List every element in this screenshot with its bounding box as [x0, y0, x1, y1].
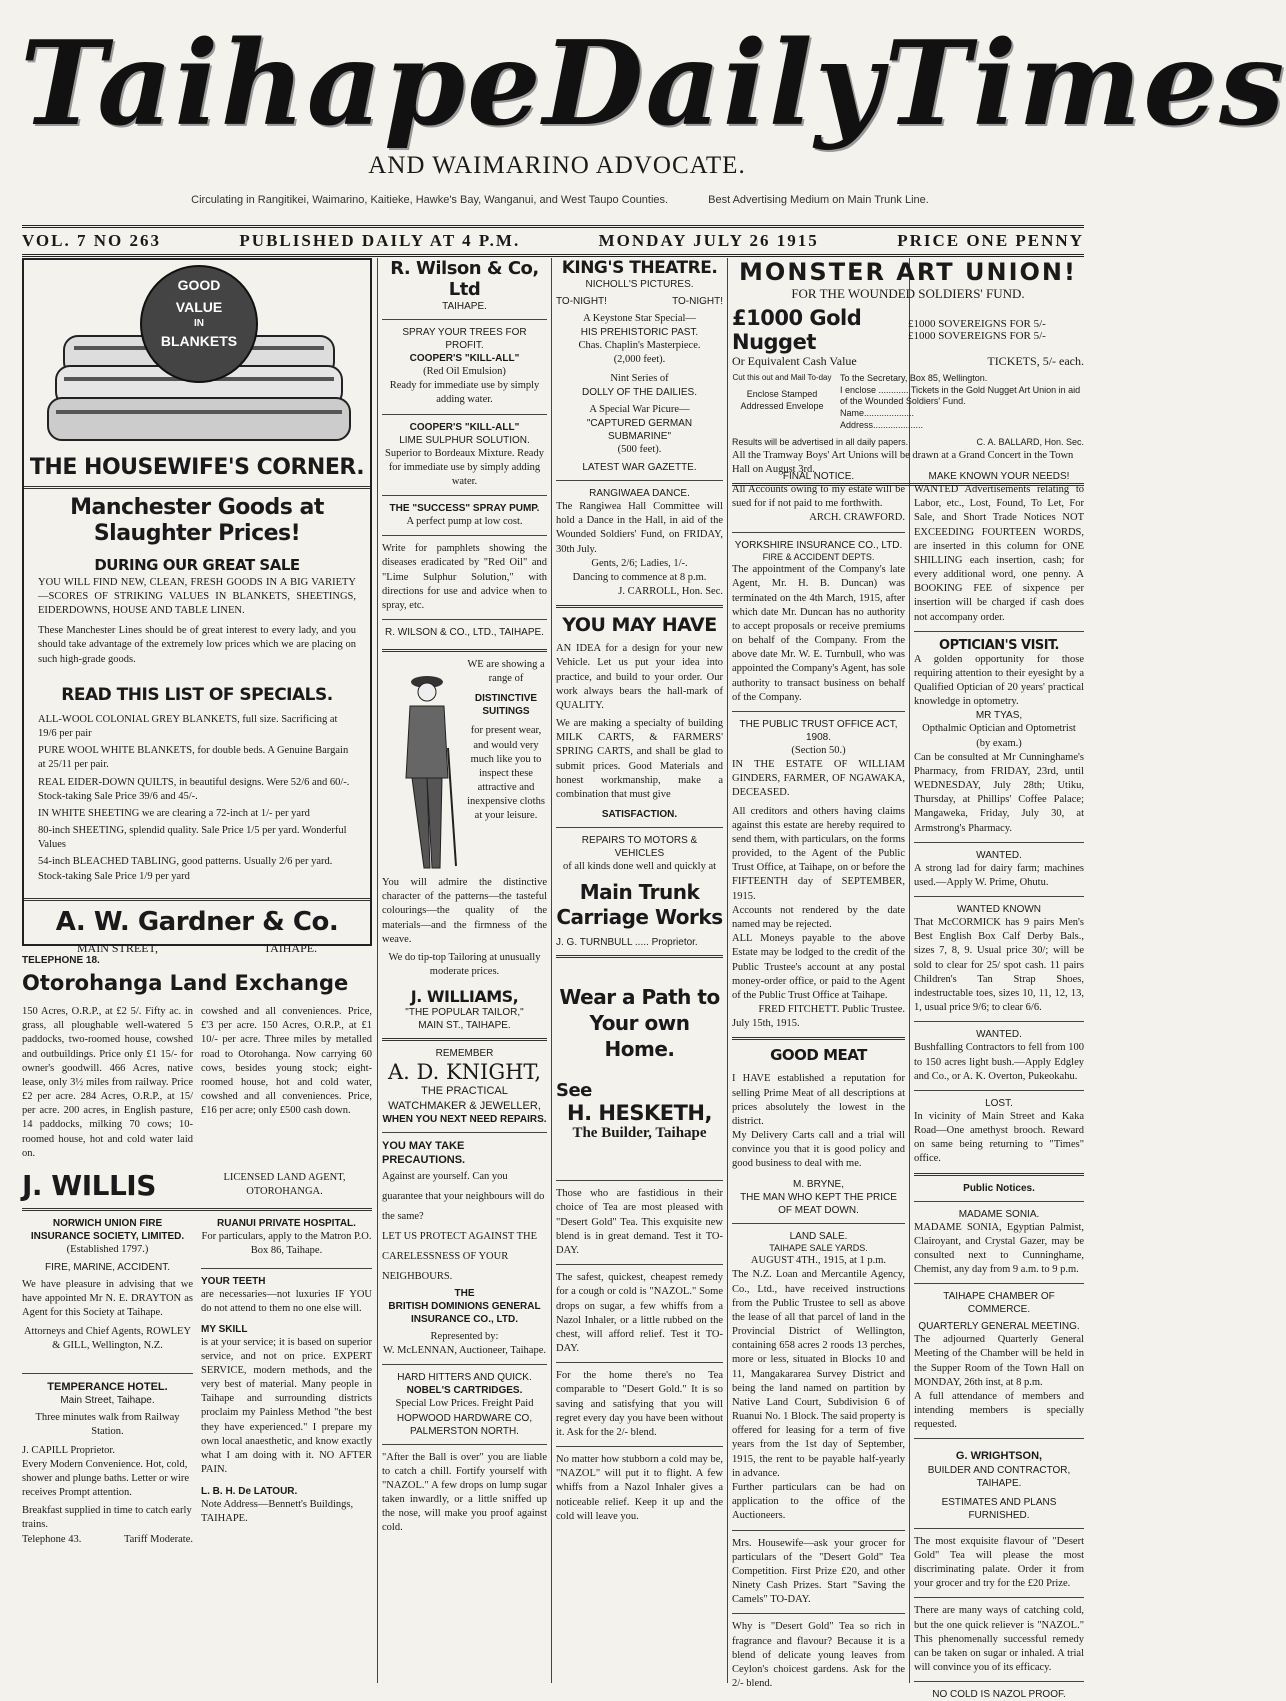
address-street: MAIN STREET,	[76, 940, 158, 955]
captured-text: "CAPTURED GERMAN SUBMARINE"	[586, 417, 693, 442]
dance-text: The Rangiwea Hall Committee will hold a Dance in the Hall, in aid of the Wounded Soldiers' Fund, on FRIDAY, 30th July.	[556, 501, 723, 555]
list-item: 54-inch BLEACHED TABLING, good patterns. Usually 2/6 per yard. Stock-taking Sale Price 1/9 per yard	[38, 856, 333, 882]
nobels-price: Special Low Prices. Freight Paid	[395, 1398, 534, 1410]
repairs-text: WHEN YOU NEXT NEED REPAIRS.	[382, 1113, 547, 1125]
suit-intro: WE are showing a range of	[467, 659, 545, 685]
circulation-line	[40, 194, 1080, 206]
prehistoric-text: HIS PREHISTORIC PAST.	[580, 327, 699, 339]
final-notice-text: All Accounts owing to my estate will be sued for if not paid to me forthwith.	[732, 484, 905, 510]
column-3	[556, 258, 723, 1683]
coopers-heading: COOPER'S "KILL-ALL"	[409, 353, 520, 364]
address-town: TAIHAPE.	[263, 940, 318, 955]
estate-text: IN THE ESTATE OF WILLIAM GINDERS, FARMER, OF NGAWAKA, DECEASED.	[732, 759, 905, 799]
lower-right-adverts	[201, 1217, 372, 1547]
sovereigns-block	[908, 318, 1084, 342]
moneys-text: ALL Moneys payable to the above Estate may be lodged to the credit of the Public Trustee's account at any postal money-order office, or paid to the Agent of the Public Trust Office at Taihape.	[732, 933, 905, 1001]
sale-text: YOU WILL FIND NEW, CLEAN, FRESH GOODS IN A BIG VARIETY—SCORES OF STRIKING VALUES IN BLANKETS, SHEETINGS, EIDERDOWNS, HOUSE AND TABLE LINEN.	[38, 576, 356, 617]
coopers-text: Ready for immediate use by simply adding water.	[389, 380, 540, 406]
coopers-heading-2: COOPER'S "KILL-ALL"	[409, 421, 520, 433]
lower-left-adverts	[22, 1217, 193, 1547]
teeth-heading: YOUR TEETH	[201, 1276, 266, 1288]
dolly-text: DOLLY OF THE DAILIES.	[581, 386, 698, 398]
specials-list	[24, 713, 370, 884]
land-sale-heading: LAND SALE.	[789, 1230, 848, 1242]
land-listing-right: cowshed and all conveniences. Price, £'3 per acre. 150 Acres, O.R.P., at £1 10/- per acre. Three miles by metalled road to Otorohanga. Now carrying 60 cows, besides young stock; eight-roomed house, hot and cold water, cowshed and all conveniences. Price, £16 per acre; only £500 cash down.	[201, 1006, 372, 1117]
masthead	[0, 0, 1286, 225]
land-listings	[22, 1005, 372, 1161]
lower-adverts	[22, 1217, 372, 1547]
precaution-text: Against are yourself. Can you guarantee that your neighbours will do the same?	[382, 1171, 545, 1223]
nazol-proof-text: NO COLD IS NAZOL PROOF.	[932, 1689, 1066, 1701]
blanket-illustration	[34, 266, 360, 451]
turnbull-text: J. G. TURNBULL ..... Proprietor.	[556, 937, 698, 949]
sonia-heading: MADAME SONIA.	[958, 1208, 1040, 1220]
wounded-text: FOR THE WOUNDED SOLDIERS' FUND.	[791, 286, 1025, 301]
attendance-text: A full attendance of members and intending members is specially requested.	[914, 1390, 1084, 1431]
title-word-1: Taihape	[20, 16, 543, 152]
chaplin-text: Chas. Chaplin's Masterpiece.	[578, 340, 701, 352]
bryne-sub: THE MAN WHO KEPT THE PRICE OF MEAT DOWN.	[740, 1191, 897, 1216]
suit-text: for present wear, and would very much like you to inspect these attractive and inexpensive cloths at your leisure.	[467, 725, 545, 822]
estimates-text: ESTIMATES AND PLANS FURNISHED.	[941, 1496, 1057, 1521]
licensed-agent: LICENSED LAND AGENT, OTOROHANGA.	[223, 1172, 346, 1198]
tonight-row	[556, 295, 723, 308]
quarterly-heading: QUARTERLY GENERAL MEETING.	[918, 1321, 1080, 1333]
british-heading: BRITISH DOMINIONS GENERAL INSURANCE CO., LTD.	[388, 1301, 541, 1326]
coupon	[732, 373, 1084, 431]
rangiwaea-heading: RANGIWAEA DANCE.	[589, 488, 690, 500]
fitchett-sign: FRED FITCHETT. Public Trustee.	[758, 1004, 905, 1016]
enclose-text: I enclose ............ Tickets in the Gold Nugget Art Union in aid of the Wounded Soldiers' Fund.	[840, 384, 1081, 407]
sovereigns-line: £1000 SOVEREIGNS FOR 5/-	[908, 318, 1046, 330]
lime-text: Superior to Bordeaux Mixture. Ready for immediate use by simply adding water.	[385, 447, 544, 487]
manchester-heading: Manchester Goods at Slaughter Prices!	[70, 495, 324, 547]
tyas-sub: Opthalmic Optician and Optometrist (by exam.)	[922, 723, 1076, 749]
safest-text: The safest, quickest, cheapest remedy for a cough or cold is "NAZOL." Some drops on sugar, a few whiffs from a Nazol Inhaler, or a little rubbed on the chest, will afford relief. Test it TO-DAY.	[556, 1272, 723, 1355]
represented-text: Represented by:	[430, 1331, 499, 1343]
meat-text-2: My Delivery Carts call and a trial will convince you that it is good policy and good business to deal with me.	[732, 1130, 905, 1170]
section-text: (Section 50.)	[791, 744, 846, 756]
success-text: A perfect pump at low cost.	[406, 516, 523, 528]
land-sale-text: The N.Z. Loan and Mercantile Agency, Co., Ltd., have received instructions from the Public Trustee to sell as above the lease of all that parcel of land in the Provincial District of Wellington, containing 658 acres 2 roods 13 perches, more or less, situated in Blocks 10 and 11, Mangakararea Survey District and being the land named on partition by Native Land Court, Subdivision 6 of Ruanui No. 1 Block. The said property is offered for leasing for a term of five years from the 1st day of September, 1915, the rent to be payable half-yearly in advance.	[732, 1269, 905, 1479]
address-field: Address....................	[840, 419, 924, 430]
ballard-text: C. A. BALLARD, Hon. Sec.	[976, 437, 1084, 448]
volume-number: VOL. 7 NO 263	[22, 231, 161, 250]
temperance-heading: TEMPERANCE HOTEL.	[47, 1380, 168, 1393]
public-trust-heading: THE PUBLIC TRUST OFFICE ACT, 1908.	[739, 718, 898, 743]
coopers-sub: (Red Oil Emulsion)	[423, 366, 506, 377]
buanui-text: For particulars, apply to the Matron P.O. Box 86, Taihape.	[201, 1230, 372, 1257]
good-meat-heading: GOOD MEAT	[770, 1046, 867, 1065]
norwich-types: FIRE, MARINE, ACCIDENT.	[44, 1262, 170, 1274]
sovereigns-line: £1000 SOVEREIGNS FOR 5/-	[908, 330, 1046, 342]
final-notice-heading: FINAL NOTICE.	[782, 471, 855, 482]
pamphlets-text: Write for pamphlets showing the diseases eradicated by "Red Oil" and "Lime Sulphur Solution," with directions for use and advice when to spray, etc.	[382, 543, 547, 611]
suit-admire: You will admire the distinctive character of the patterns—the tasteful colourings—the quality of the materials—and the firmness of the weave.	[382, 877, 547, 945]
issue-date: MONDAY JULY 26 1915	[598, 231, 819, 250]
wilson-signature: R. WILSON & CO., LTD., TAIHAPE.	[385, 627, 544, 639]
stamped-text: Enclose Stamped Addressed Envelope	[740, 389, 824, 412]
keystone-text: A Keystone Star Special—	[583, 313, 696, 324]
specials-heading: READ THIS LIST OF SPECIALS.	[61, 684, 333, 705]
crawford-sign: ARCH. CRAWFORD.	[809, 512, 905, 524]
optician-heading: OPTICIAN'S VISIT.	[939, 637, 1059, 653]
williams-sub: "THE POPULAR TAILOR,"	[405, 1007, 524, 1019]
temperance-text: Every Modern Convenience. Hot, cold, shower and plunge baths. Letter or wire receives Prompt attention.	[22, 1458, 190, 1499]
column-rule	[377, 258, 378, 1683]
wanted-known-text: That McCORMICK has 9 pairs Men's Best English Box Calf Derby Bals., sizes 7, 8, 9. Usual price 30/; will be sold to clear for 25/ spot cash. 11 pairs Children's Tan Strap Shoes, indestructable toes, sizes 10, 11, 12, 13, 1, usual price 9/6; to clear 6/6.	[914, 917, 1084, 1014]
williams-address: MAIN ST., TAIHAPE.	[418, 1020, 511, 1032]
suiting-advert	[382, 658, 547, 876]
name-field: Name....................	[840, 408, 915, 419]
satisfaction-text: SATISFACTION.	[601, 809, 678, 821]
secretary-text: To the Secretary, Box 85, Wellington.	[840, 373, 988, 383]
specialty-text: We are making a specialty of building MILK CARTS, & FARMERS' SPRING CARTS, and shall be glad to submit prices. Good Materials and honest workmanship, make a combination that must give	[556, 718, 723, 800]
protect-text: LET US PROTECT AGAINST THE CARELESSNESS OF YOUR NEIGHBOURS.	[382, 1231, 537, 1283]
nobels-heading: NOBEL'S CARTRIDGES.	[406, 1385, 523, 1397]
sale-yards-text: TAIHAPE SALE YARDS.	[769, 1242, 868, 1253]
remember-text: REMEMBER	[435, 1048, 494, 1060]
nugget-heading: £1000 Gold Nugget	[732, 306, 862, 354]
dateline-bar	[22, 225, 1084, 257]
bryne-name: M. BRYNE,	[793, 1178, 844, 1190]
wanted-rates-text: WANTED Advertisements relating to Labor, etc., Lost, Found, To Let, For Sale, and Short Trade Notices NOT EXCEEDING FOURTEEN WORDS, are inserted in this column for ONE SHILLING each insertion, cash; for every additional word, one penny. A BOOKING FEE of sixpence per insertion will be charged if cash does not accompany order.	[914, 484, 1084, 623]
wilson-heading: R. Wilson & Co, Ltd	[390, 258, 539, 300]
public-notices-heading: Public Notices.	[963, 1182, 1035, 1194]
title-word-3: Times	[884, 16, 1286, 152]
skill-text: is at your service; it is based on superior service, and not on price. EXPERT SERVICE, modern methods, and the very best of material. Many people in Taihape and surrounding districts proclaim my Painless Method "the best they have experienced." I prepare my own local anaesthetic, and know exactly what I am doing with it. NO AFTER PAIN.	[201, 1336, 372, 1476]
land-listing-left: 150 Acres, O.R.P., at £2 5/. Fifty ac. in grass, all ploughable well-watered 5 paddocks, two-roomed house, cowshed and outbuildings. Price only £1 15/- for owner's goodwill. 466 Acres, native lease, only 3½ miles from railway. Price £2 per acre. 284 Acres, O.R.P., at 15/ per acre. 200 acres, in English pasture, 14 paddocks, milking 70 cows; 10-roomed house, hot and cold water laid on.	[22, 1006, 193, 1159]
tyas-text: Can be consulted at Mr Cunninghame's Pharmacy, from FRIDAY, 23rd, until WEDNESDAY, July 28th; Utiku, Thursday, at Phillips' Coffee Palace; Mangaweka, Friday, July 30, at Armstrong's Pharmacy.	[914, 751, 1084, 834]
equivalent-text: Or Equivalent Cash Value	[732, 354, 857, 368]
wanted-known-heading: WANTED KNOWN	[956, 904, 1042, 916]
spray-heading: SPRAY YOUR TREES FOR PROFIT.	[402, 327, 527, 351]
badge-line: BLANKETS	[160, 333, 238, 349]
tonight-right: TO-NIGHT!	[672, 296, 723, 307]
tyas-name: MR TYAS,	[975, 710, 1023, 722]
feet2-text: (500 feet).	[617, 443, 662, 455]
gardner-advert	[22, 258, 372, 955]
hopwood-text: HOPWOOD HARDWARE CO, PALMERSTON NORTH.	[396, 1412, 533, 1437]
catching-text: There are many ways of catching cold, but the one quick reliever is "NAZOL." This phenomenally successful remedy can be taken on sugar or inhaled. A trial will convince you of its efficacy.	[914, 1605, 1084, 1674]
blanket-badge	[149, 274, 249, 352]
column-2	[382, 258, 547, 1683]
the-text: THE	[454, 1288, 475, 1300]
chamber-heading: TAIHAPE CHAMBER OF COMMERCE.	[943, 1291, 1055, 1316]
results-text: Results will be advertised in all daily papers.	[732, 437, 909, 448]
yorkshire-text: The appointment of the Company's late Agent, Mr. H. B. Duncan) was terminated on the 4th March, 1915, after which date Mr. Duncan has no authority to accept proposals or receive premiums on behalf of the Company. From the above date Mr. W. E. Turnbull, who was appointed the Company's Agent, has sole authority to transact business on behalf of the Company.	[732, 564, 905, 703]
nicholl-text: NICHOLL'S PICTURES.	[585, 279, 694, 290]
lost-text: In vicinity of Main Street and Kaka Road—One amethyst brooch. Reward on same being returning to "Times" office.	[914, 1110, 1084, 1165]
wanted-heading-2: WANTED.	[976, 1029, 1022, 1041]
column-4	[732, 470, 905, 1690]
badge-line: IN	[194, 318, 204, 329]
hesketh-builder: The Builder, Taihape	[572, 1125, 707, 1142]
circulation-text: Circulating in Rangitikei, Waimarino, Kaitieke, Hawke's Bay, Wanganui, and West Taupo Counties.	[191, 194, 669, 206]
column-rule	[551, 258, 552, 1683]
otorohanga-heading: Otorohanga Land Exchange	[22, 971, 349, 995]
temperance-address: Main Street, Taihape.	[60, 1395, 155, 1407]
norwich-agents: Attorneys and Chief Agents, ROWLEY & GILL, Wellington, N.Z.	[23, 1325, 192, 1351]
coupon-right	[840, 373, 1084, 431]
main-trunk-heading: Main Trunk Carriage Works	[556, 880, 723, 930]
repairs-heading: REPAIRS TO MOTORS & VEHICLES	[581, 835, 698, 860]
housewife-tea-text: Mrs. Housewife—ask your grocer for particulars of the "Desert Gold" Tea Competition. First Prize £20, and other Ninety Cash Prizes. Start "Saving the Camels" TO-DAY.	[732, 1537, 905, 1606]
wanted-text: A strong lad for dairy farm; machines used.—Apply W. Prime, Ohutu.	[914, 862, 1084, 888]
temperance-walk: Three minutes walk from Railway Station.	[35, 1412, 180, 1438]
temperance-proprietor: J. CAPILL Proprietor.	[22, 1444, 115, 1456]
column-1	[22, 258, 372, 1683]
lime-heading: LIME SULPHUR SOLUTION.	[399, 434, 530, 446]
hesketh-name: H. HESKETH,	[567, 1101, 712, 1126]
carroll-sign: J. CARROLL, Hon. Sec.	[618, 586, 723, 598]
housewife-heading: THE HOUSEWIFE'S CORNER.	[29, 455, 365, 480]
home-tea-text: For the home there's no Tea comparable to "Desert Gold." It is so saving and satisfying that you will regret every day you have been without it. Ask for the 2/- blend.	[556, 1370, 723, 1438]
fastidious-text: Those who are fastidious in their choice of Tea are most pleased with "Desert Gold" Tea. This exquisite new blend is in great demand. Test it TO-DAY.	[556, 1188, 723, 1256]
nugget-row	[732, 306, 1084, 354]
column-rule	[727, 258, 728, 1683]
best-medium-text: Best Advertising Medium on Main Trunk Line.	[708, 194, 929, 206]
yorkshire-heading: YORKSHIRE INSURANCE CO., LTD.	[734, 539, 903, 551]
why-tea-text: Why is "Desert Gold" Tea so rich in fragrance and flavour? Because it is a blend of delicate young leaves from Ceylon's choicest gardens. Ask for the 2/- blend.	[732, 1621, 905, 1690]
list-item: 80-inch SHEETING, splendid quality. Sale Price 1/5 per yard. Wonderful Values	[38, 825, 347, 851]
latour-name: L. B. H. De LATOUR.	[201, 1486, 298, 1498]
kings-theatre-heading: KING'S THEATRE.	[561, 258, 718, 278]
see-text: See	[556, 1080, 592, 1102]
title-word-2: Daily	[542, 16, 885, 152]
not-rendered-text: Accounts not rendered by the date named may be rejected.	[732, 904, 905, 930]
tramway-text: All the Tramway Boys' Art Unions will be drawn at a Grand Concert in the Town Hall on August 3rd.	[732, 450, 1074, 476]
wilson-town: TAIHAPE.	[442, 301, 487, 312]
suit-tailoring: We do tip-top Tailoring at unusually moderate prices.	[388, 951, 541, 978]
latour-address: Note Address—Bennett's Buildings, TAIHAPE.	[201, 1499, 354, 1525]
needs-heading: MAKE KNOWN YOUR NEEDS!	[928, 471, 1070, 482]
monster-heading: MONSTER ART UNION!	[739, 258, 1077, 286]
list-item: ALL-WOOL COLONIAL GREY BLANKETS, full size. Sacrificing at 19/6 per pair	[38, 713, 338, 739]
temperance-breakfast: Breakfast supplied in time to catch early trains.	[22, 1505, 192, 1531]
hitters-heading: HARD HITTERS AND QUICK.	[397, 1372, 532, 1384]
path-heading: Wear a Path to Your own Home.	[559, 985, 720, 1062]
lines-text: These Manchester Lines should be of great interest to every lady, and you should take advantage of the extremely low prices which we are placing on such high-grade goods.	[38, 625, 356, 665]
buanui-heading: RUANUI PRIVATE HOSPITAL.	[217, 1217, 356, 1229]
willis-name: J. WILLIS	[22, 1168, 156, 1202]
quarterly-text: The adjourned Quarterly General Meeting of the Chamber will be held in the Supper Room of the Town Hall on MONDAY, 26th inst, at 8 p.m.	[914, 1334, 1084, 1388]
price: PRICE ONE PENNY	[897, 231, 1084, 250]
stubborn-text: No matter how stubborn a cold may be, "NAZOL" will put it to flight. A few whiffs from a Nazol Inhaler gives a noticeable relief. Keep it up and the cold will leave you.	[556, 1454, 723, 1522]
wanted-heading: WANTED.	[976, 849, 1022, 861]
july15-text: July 15th, 1915.	[732, 1018, 800, 1030]
meat-text: I HAVE established a reputation for selling Prime Meat of all descriptions at prices absolutely the lowest in the district.	[732, 1073, 905, 1127]
temperance-tariff: Tariff Moderate.	[123, 1533, 193, 1545]
august-text: AUGUST 4TH., 1915, at 1 p.m.	[750, 1255, 887, 1267]
gardner-name: A. W. Gardner & Co.	[55, 906, 339, 937]
list-item: IN WHITE SHEETING we are clearing a 72-inch at 1/- per yard	[38, 807, 310, 819]
skill-heading: MY SKILL	[201, 1323, 248, 1335]
precaution-heading: YOU MAY TAKE PRECAUTIONS.	[382, 1139, 466, 1167]
cut-out-text: Cut this out and Mail To-day	[732, 373, 832, 382]
further-text: Further particulars can be had on application to the office of the Auctioneers.	[732, 1482, 905, 1522]
suit-heading: DISTINCTIVE SUITINGS	[474, 693, 538, 718]
column-5	[914, 470, 1084, 1701]
war-text: A Special War Picure—	[589, 403, 690, 415]
watchmaker-text: THE PRACTICAL WATCHMAKER & JEWELLER,	[388, 1085, 541, 1112]
mclennan-text: W. McLENNAN, Auctioneer, Taihape.	[382, 1345, 546, 1357]
published-time: PUBLISHED DAILY AT 4 P.M.	[239, 231, 521, 250]
temperance-telephone: Telephone 43.	[22, 1533, 82, 1545]
feet-text: (2,000 feet).	[613, 354, 666, 366]
wanted-text-2: Bushfalling Contractors to fell from 100 to 150 acres light bush.—Apply Edgley and Co., or A. K. Overton, Pukeokahu.	[914, 1042, 1084, 1082]
equivalent-row	[732, 354, 1084, 369]
idea-text: AN IDEA for a design for your new Vehicle. Let us put your idea into practice, and build to your order. Our work always bears the hall-mark of QUALITY.	[556, 643, 723, 711]
lost-heading: LOST.	[985, 1097, 1013, 1109]
coupon-left	[732, 373, 832, 431]
wrightson-builder: BUILDER AND CONTRACTOR, TAIHAPE.	[927, 1464, 1071, 1489]
suiting-text-block	[466, 658, 546, 824]
newspaper-title	[20, 16, 1286, 152]
great-sale-heading: DURING OUR GREAT SALE	[94, 555, 300, 574]
creditors-text: All creditors and others having claims against this estate are hereby required to send them, with particulars, on the forms provided, to the Agent of the Public Trust Office, at Taihape, on or before the FIFTEENTH day of SEPTEMBER, 1915.	[732, 805, 905, 902]
temperance-footer	[22, 1533, 193, 1547]
exquisite-text: The most exquisite flavour of "Desert Gold" Tea will please the most discriminating palate. Order it from your grocer and try for the £20 Prize.	[914, 1535, 1084, 1590]
fire-acc-text: FIRE & ACCIDENT DEPTS.	[762, 551, 875, 562]
subtitle: AND WAIMARINO ADVOCATE.	[368, 152, 746, 179]
tonight-left: TO-NIGHT!	[556, 296, 607, 307]
ninth-text: Nint Series of	[610, 372, 669, 384]
willis-signature	[22, 1169, 372, 1202]
gentleman-illustration	[392, 668, 462, 873]
wrightson-name: G. WRIGHTSON,	[955, 1450, 1043, 1463]
dance-gents: Gents, 2/6; Ladies, 1/-.	[591, 557, 688, 569]
tickets-text: TICKETS, 5/- each.	[987, 354, 1084, 368]
art-union-advert	[732, 258, 1084, 476]
success-heading: THE "SUCCESS" SPRAY PUMP.	[389, 503, 540, 515]
optician-text: A golden opportunity for those requiring attention to their eyesight by a Qualified Optician of 20 years' practical knowledge in optometry.	[914, 653, 1084, 708]
may-have-heading: YOU MAY HAVE	[562, 614, 717, 637]
williams-name: J. WILLIAMS,	[410, 987, 519, 1007]
list-item: PURE WOOL WHITE BLANKETS, for double beds. A Genuine Bargain at 25/11 per pair.	[38, 745, 349, 771]
teeth-text: are necessaries—not luxuries IF YOU do not attend to them no one else will.	[201, 1289, 372, 1315]
gazette-text: LATEST WAR GAZETTE.	[582, 462, 697, 474]
sonia-text: MADAME SONIA, Egyptian Palmist, Clairoyant, and Crystal Gazer, may be consulted next to Cunninghame, Chemist, any day from 9 a.m. to 9 p.m.	[914, 1221, 1084, 1276]
all-kinds-text: of all kinds done well and quickly at	[562, 861, 717, 873]
telephone-number: TELEPHONE 18.	[22, 955, 100, 966]
list-item: REAL EIDER-DOWN QUILTS, in beautiful designs. Were 52/6 and 60/-. Stock-taking Sale Price 39/6 and 45/-.	[38, 776, 350, 802]
norwich-established: (Established 1797.)	[66, 1243, 149, 1255]
ball-text: "After the Ball is over" you are liable to catch a chill. Fortify yourself with "NAZOL." A few drops on lump sugar taken inwardly, or a little sniffed up the nose, will make you proof against cold.	[382, 1451, 547, 1534]
norwich-heading: NORWICH UNION FIRE INSURANCE SOCIETY, LIMITED.	[30, 1217, 185, 1242]
badge-line: VALUE	[175, 299, 223, 315]
dance-time: Dancing to commence at 8 p.m.	[572, 571, 707, 583]
norwich-text: We have pleasure in advising that we have appointed Mr N. E. DRAYTON as Agent for this Society at Taihape.	[22, 1279, 193, 1319]
results-row	[732, 437, 1084, 449]
badge-line: GOOD	[177, 277, 221, 293]
knight-name: A. D. KNIGHT,	[388, 1060, 541, 1085]
